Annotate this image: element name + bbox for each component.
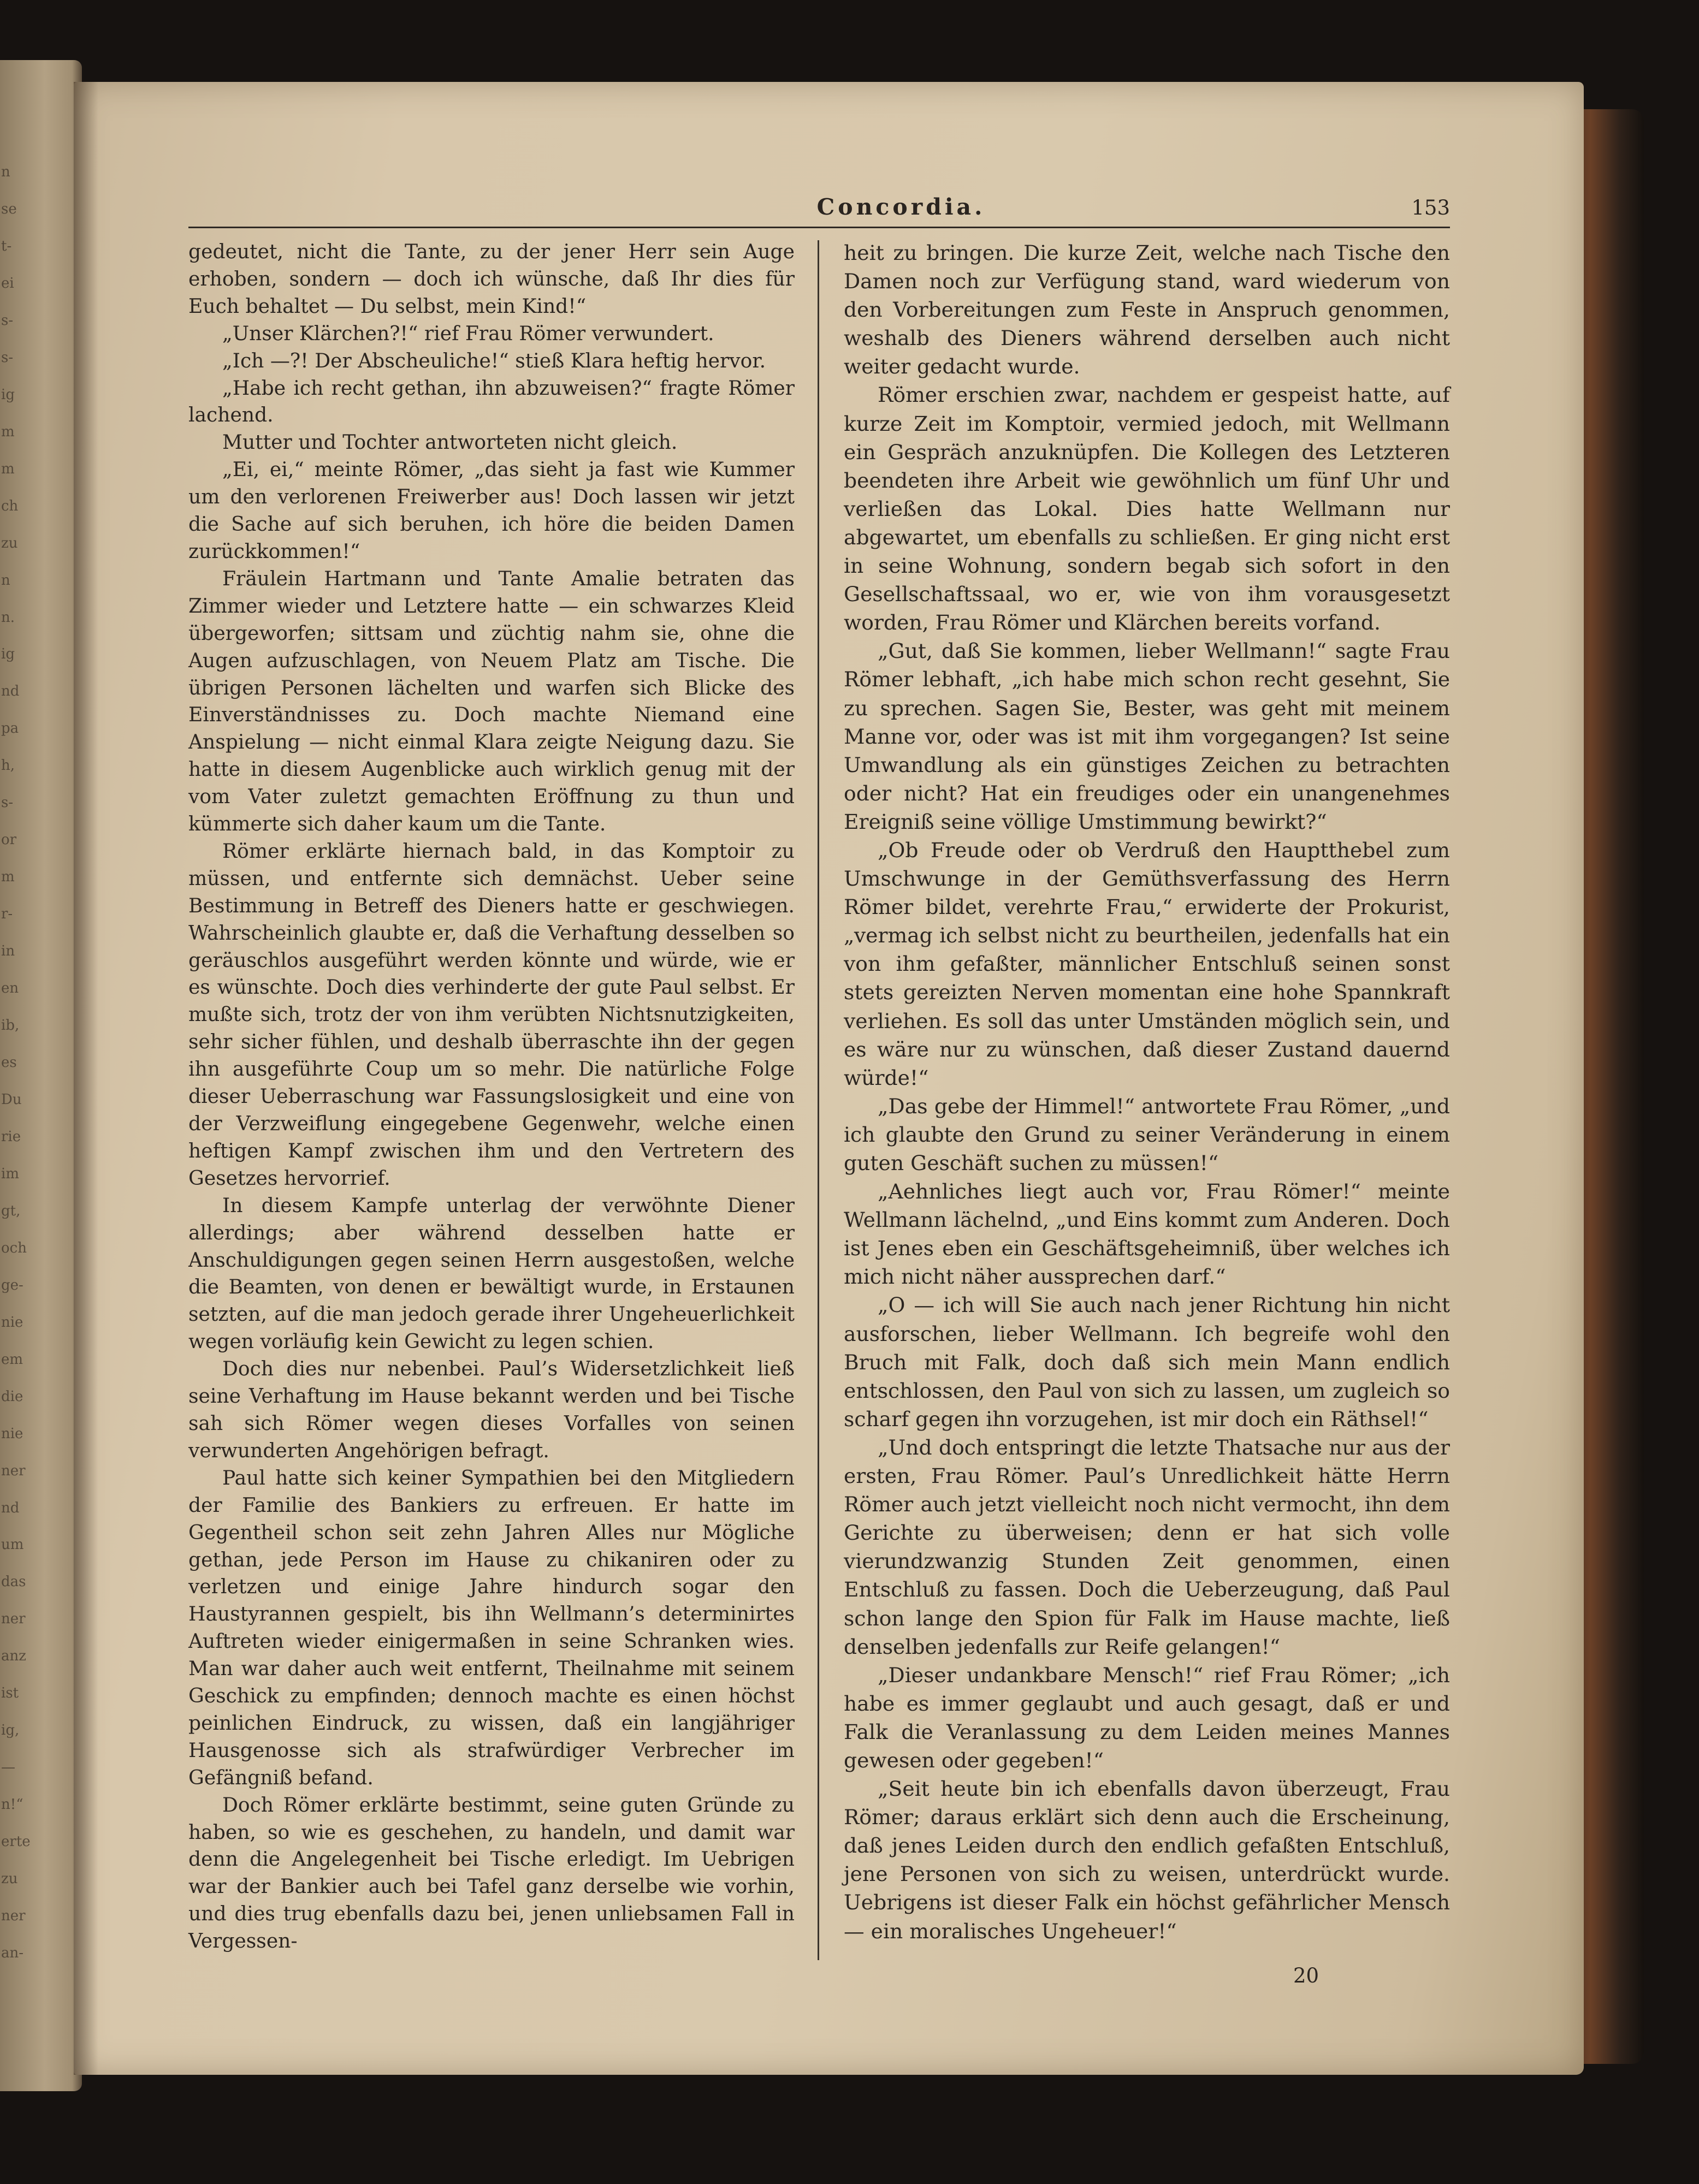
paragraph: Fräulein Hartmann und Tante Amalie betraten das Zimmer wieder und Letztere hatte — ein schwarzes Kleid übergeworfen; sittsam und züchtig nahm sie, ohne die Augen aufzuschlagen, von Neuem Platz am Tische. Die übrigen Personen lächelten und warfen sich Blicke des Einverständnisses zu. Doch machte Niemand eine Anspielung — nicht einmal Klara zeigte Neigung dazu. Sie hatte in diesem Augenblicke auch wirklich genug mit der vom Vater zuletzt gemachten Eröffnung zu thun und kümmerte sich daher kaum um die Tante. (188, 567, 795, 836)
facing-page-fragment: en (1, 980, 19, 997)
facing-page-fragment: Du (1, 1091, 22, 1108)
facing-page-fragment: es (1, 1054, 17, 1071)
facing-page-fragment: zu (1, 1871, 18, 1888)
facing-page-fragment: rie (1, 1128, 21, 1145)
facing-page-fragment: ner (1, 1611, 26, 1628)
facing-page-fragment: die (1, 1388, 23, 1405)
facing-page-fragment: ch (1, 497, 19, 514)
facing-page-fragment: ge- (1, 1277, 23, 1293)
facing-page-fragment: se (1, 200, 17, 217)
facing-page-fragment: das (1, 1574, 26, 1590)
facing-page-fragment: ei (1, 275, 14, 292)
paragraph: Doch Römer erklärte bestimmt, seine guten Gründe zu haben, so wie es geschehen, zu handeln, und damit war denn die Angelegenheit bei Tische erledigt. Im Uebrigen war der Bankier auch bei Tafel ganz derselbe wie vorhin, und dies trug ebenfalls dazu bei, jenen unliebsamen Fall in Vergessen- (188, 1793, 795, 1953)
page-header (188, 194, 1450, 232)
facing-page-fragment: m (1, 460, 15, 477)
right-column (844, 239, 1450, 1945)
facing-page-fragment: um (1, 1536, 24, 1553)
running-title: Concordia. (816, 194, 986, 220)
facing-page-edge (0, 60, 82, 2091)
facing-page-fragment: nd (1, 683, 20, 700)
facing-page-fragment: och (1, 1239, 27, 1256)
facing-page-fragment: t- (1, 238, 12, 254)
facing-page-fragment: im (1, 1165, 19, 1182)
paragraph: „Gut, daß Sie kommen, lieber Wellmann!“ sagte Frau Römer lebhaft, „ich habe mich schon recht gesehnt, Sie zu sprechen. Sagen Sie, Bester, was geht mit meinem Manne vor, oder was ist mit ihm vorgegangen? Ist seine Umwandlung als ein günstiges Zeichen zu betrachten oder nicht? Hat ein freudiges oder ein unangenehmes Ereigniß seine völlige Umstimmung bewirkt?“ (844, 639, 1450, 834)
paragraph: „Habe ich recht gethan, ihn abzuweisen?“ fragte Römer lachend. (188, 376, 795, 427)
paragraph: Römer erklärte hiernach bald, in das Komptoir zu müssen, und entfernte sich demnächst. Ueber seine Bestimmung in Betreff des Dieners hatte er geschwiegen. Wahrscheinlich glaubte er, daß die Verhaftung desselben so geräuschlos ausgeführt werden könnte und würde, wie er es wünschte. Doch dies verhinderte der gute Paul selbst. Er mußte sich, trotz der von ihm verübten Nichtsnutzigkeiten, sehr sicher fühlen, und deshalb überraschte ihn der gegen ihn ausgeführte Coup um so mehr. Die natürliche Folge dieser Ueberraschung war Fassungslosigkeit und eine von der Verzweiflung eingegebene Gegenwehr, welche einen heftigen Kampf zwischen ihm und den Vertretern des Gesetzes hervorrief. (188, 839, 795, 1190)
facing-page-fragment: ig (1, 646, 15, 663)
paragraph: Paul hatte sich keiner Sympathien bei den Mitgliedern der Familie des Bankiers zu erfreuen. Er hatte im Gegentheil schon seit zehn Jahren Alles nur Mögliche gethan, jede Person im Hause zu chikaniren oder zu verletzen und einige Jahre hindurch sogar den Haustyrannen gespielt, bis ihn Wellmann’s determinirtes Auftreten wieder einigermaßen in seine Schranken wies. Man war daher auch weit entfernt, Theilnahme mit seinem Geschick zu empfinden; dennoch machte es einen höchst peinlichen Eindruck, zu wissen, daß ein langjähriger Hausgenosse sich als strafwürdiger Verbrecher im Gefängniß befand. (188, 1466, 795, 1789)
page-gutter-shadow (74, 82, 98, 2075)
facing-page-fragment: zu (1, 535, 18, 551)
paragraph: gedeutet, nicht die Tante, zu der jener Herr sein Auge erhoben, sondern — doch ich wünsche, daß Ihr dies für Euch behaltet — Du selbst, mein Kind!“ (188, 240, 795, 318)
facing-page-fragment: ner (1, 1462, 26, 1479)
paragraph: heit zu bringen. Die kurze Zeit, welche nach Tische den Damen noch zur Verfügung stand, ward wiederum von den Vorbereitungen zum Feste in Anspruch genommen, weshalb des Dieners während derselben auch nicht weiter gedacht wurde. (844, 241, 1450, 379)
facing-page-fragment: n (1, 164, 10, 180)
facing-page-fragment: nd (1, 1499, 20, 1516)
page-number: 153 (1411, 196, 1450, 219)
facing-page-fragment: ig (1, 386, 15, 403)
facing-page-fragment: ig, (1, 1722, 20, 1739)
facing-page-fragment: n (1, 572, 10, 589)
facing-page-fragment: ib, (1, 1017, 20, 1034)
paragraph: „Und doch entspringt die letzte Thatsache nur aus der ersten, Frau Römer. Paul’s Unredlichkeit hätte Herrn Römer auch jetzt vielleicht noch nicht vermocht, ihn dem Gerichte zu überweisen; denn er hat sich volle vierundzwanzig Stunden Zeit genommen, einen Entschluß zu fassen. Doch die Ueberzeugung, daß Paul schon lange den Spion für Falk im Hause machte, ließ denselben jedenfalls zur Reife gelangen!“ (844, 1435, 1450, 1659)
facing-page-fragment: pa (1, 720, 19, 737)
facing-page-fragment: m (1, 869, 15, 886)
facing-page-fragment: anz (1, 1648, 26, 1665)
facing-page-fragment: n. (1, 609, 15, 626)
left-column (188, 239, 795, 1955)
facing-page-fragment: nie (1, 1314, 23, 1331)
facing-page-fragment: em (1, 1351, 23, 1368)
facing-page-fragment: ner (1, 1908, 26, 1925)
paragraph: „Ob Freude oder ob Verdruß den Hauptthebel zum Umschwunge in der Gemüthsverfassung des Herrn Römer bildet, verehrte Frau,“ erwiderte der Prokurist, „vermag ich selbst nicht zu beurtheilen, jedenfalls hat ein von ihm gefaßter, männlicher Entschluß seinen sonst stets gereizten Nerven momentan eine hohe Spannkraft verliehen. Es soll das unter Umständen möglich sein, und es wäre nur zu wünschen, daß dieser Zustand dauernd würde!“ (844, 838, 1450, 1090)
facing-page-fragment: nie (1, 1425, 23, 1442)
facing-page-fragment: s- (1, 794, 14, 811)
facing-page-fragment: gt, (1, 1202, 21, 1219)
facing-page-fragment: s- (1, 349, 14, 366)
facing-page-fragment: erte (1, 1833, 31, 1850)
column-divider (818, 240, 819, 1960)
facing-page-fragment: n!“ (1, 1796, 23, 1813)
facing-page-fragment: s- (1, 312, 14, 329)
facing-page-fragment: — (1, 1759, 15, 1776)
paragraph: „Ich —?! Der Abscheuliche!“ stieß Klara heftig hervor. (222, 349, 766, 372)
facing-page-fragment: in (1, 943, 15, 960)
paragraph: „Das gebe der Himmel!“ antwortete Frau Römer, „und ich glaubte den Grund zu seiner Veränderung in einem guten Geschäft suchen zu müssen!“ (844, 1094, 1450, 1175)
paragraph: „Seit heute bin ich ebenfalls davon überzeugt, Frau Römer; daraus erklärt sich denn auch die Erscheinung, daß jenes Leiden durch den endlich gefaßten Entschluß, jene Personen von sich zu weisen, unterdrückt wurde. Uebrigens ist dieser Falk ein höchst gefährlicher Mensch — ein moralisches Ungeheuer!“ (844, 1777, 1450, 1943)
paragraph: In diesem Kampfe unterlag der verwöhnte Diener allerdings; aber während desselben hatte er Anschuldigungen gegen seinen Herrn ausgestoßen, welche die Beamten, von denen er bewältigt wurde, in Erstaunen setzten, auf die man jedoch gerade ihrer Ungeheuerlichkeit wegen vorläufig kein Gewicht zu legen schien. (188, 1194, 795, 1354)
paragraph: „Aehnliches liegt auch vor, Frau Römer!“ meinte Wellmann lächelnd, „und Eins kommt zum Anderen. Doch ist Jenes eben ein Geschäftsgeheimniß, über welches ich mich nicht näher aussprechen darf.“ (844, 1179, 1450, 1289)
paragraph: „Unser Klärchen?!“ rief Frau Römer verwundert. (222, 322, 714, 345)
facing-page-fragment: or (1, 832, 17, 848)
facing-page-fragment: r- (1, 906, 13, 923)
header-rule (188, 227, 1450, 228)
paragraph: „Ei, ei,“ meinte Römer, „das sieht ja fast wie Kummer um den verlorenen Freiwerber aus! Doch lassen wir jetzt die Sache auf sich beruhen, ich höre die beiden Damen zurückkommen!“ (188, 458, 795, 563)
facing-page-fragment: h, (1, 757, 15, 774)
paragraph: Doch dies nur nebenbei. Paul’s Widersetzlichkeit ließ seine Verhaftung im Hause bekannt werden und bei Tische sah sich Römer wegen dieses Vorfalles von seinen verwunderten Angehörigen befragt. (188, 1357, 795, 1462)
paragraph: „O — ich will Sie auch nach jener Richtung hin nicht ausforschen, lieber Wellmann. Ich begreife wohl den Bruch mit Falk, doch daß sich mein Mann endlich entschlossen, den Paul von sich zu lassen, um zugleich so scharf gegen ihn vorzugehen, ist mir doch ein Räthsel!“ (844, 1293, 1450, 1431)
paragraph: Mutter und Tochter antworteten nicht gleich. (222, 431, 678, 454)
facing-page-fragment: m (1, 423, 15, 440)
signature-mark: 20 (1293, 1964, 1319, 1987)
facing-page-fragment: ist (1, 1685, 19, 1702)
facing-page-fragment: an- (1, 1945, 24, 1962)
paragraph: Römer erschien zwar, nachdem er gespeist hatte, auf kurze Zeit im Komptoir, vermied jedoch, mit Wellmann ein Gespräch anzuknüpfen. Die Kollegen des Letzteren beendeten ihre Arbeit wie gewöhnlich um fünf Uhr und verließen das Lokal. Dies hatte Wellmann nur abgewartet, um ebenfalls zu schließen. Er ging nicht erst in seine Wohnung, sondern begab sich sofort in den Gesellschaftssaal, wo er, wie von ihm vorausgesetzt worden, Frau Römer und Klärchen bereits vorfand. (844, 383, 1450, 635)
paragraph: „Dieser undankbare Mensch!“ rief Frau Römer; „ich habe es immer geglaubt und auch gesagt, daß er und Falk die Veranlassung zu dem Leiden meines Mannes gewesen oder gegeben!“ (844, 1663, 1450, 1772)
